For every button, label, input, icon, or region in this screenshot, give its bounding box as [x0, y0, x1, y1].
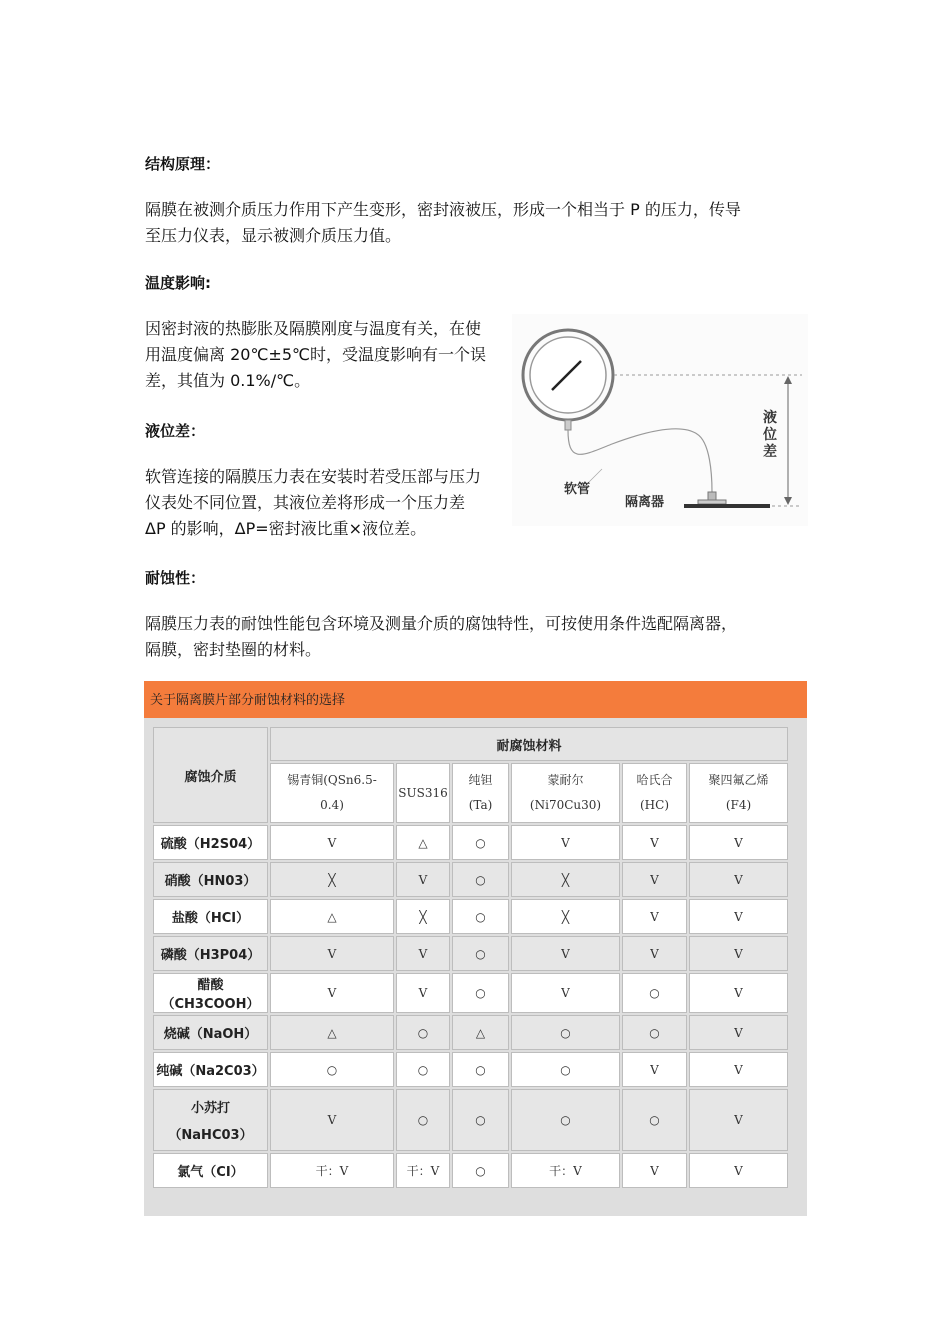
rating-cell: ○ — [396, 1089, 450, 1151]
rating-cell: ╳ — [511, 862, 620, 897]
medium-name: 醋酸（CH3COOH） — [161, 978, 260, 1012]
medium-cell — [153, 1015, 268, 1050]
paragraph-level-difference — [145, 464, 481, 542]
table-row — [153, 936, 788, 971]
rating-cell: V — [689, 1153, 788, 1188]
material-code: (Ni70Cu30) — [529, 798, 602, 812]
rating-cell: ○ — [511, 1052, 620, 1087]
medium-cell — [153, 862, 268, 897]
rating-cell: 干：V — [511, 1153, 620, 1188]
medium-cell — [153, 936, 268, 971]
table-row — [153, 1015, 788, 1050]
label-isolator: 隔离器 — [625, 495, 665, 510]
rating-cell: ○ — [396, 1015, 450, 1050]
table-row — [153, 862, 788, 897]
rating-cell: ╳ — [270, 862, 394, 897]
medium-cell — [153, 899, 268, 934]
rating-cell: V — [689, 936, 788, 971]
table-row — [153, 1052, 788, 1087]
rating-cell: ╳ — [511, 899, 620, 934]
heading-level-difference: 液位差： — [145, 422, 206, 440]
rating-cell: V — [689, 1089, 788, 1151]
paragraph-temperature — [145, 316, 486, 394]
paragraph-line: 差，其值为 0.1%/℃。 — [145, 371, 311, 390]
heading-structure: 结构原理： — [145, 155, 221, 173]
material-name: 锡青铜(QSn6.5- — [287, 773, 377, 787]
rating-cell: ╳ — [396, 899, 450, 934]
medium-cell — [153, 1089, 268, 1151]
level-arrow-up — [784, 376, 792, 384]
corrosion-material-table — [144, 681, 807, 1216]
rating-cell: ○ — [452, 1052, 509, 1087]
rating-cell: ○ — [396, 1052, 450, 1087]
diaphragm-gauge-figure — [512, 314, 808, 526]
rating-cell: △ — [396, 825, 450, 860]
rating-cell: V — [622, 862, 687, 897]
rating-cell: V — [511, 825, 620, 860]
rating-cell: V — [396, 973, 450, 1013]
rating-cell: V — [396, 936, 450, 971]
rating-cell: V — [622, 899, 687, 934]
paragraph-line: 因密封液的热膨胀及隔膜刚度与温度有关，在使 — [145, 319, 482, 338]
rating-cell: ○ — [452, 973, 509, 1013]
material-code: (HC) — [639, 798, 669, 812]
medium-cell — [153, 825, 268, 860]
rating-cell: ○ — [511, 1015, 620, 1050]
medium-name: 小苏打 — [190, 1101, 230, 1116]
rating-cell: △ — [270, 899, 394, 934]
rating-cell: ○ — [452, 899, 509, 934]
rating-cell: V — [622, 1052, 687, 1087]
material-header-cell — [689, 763, 788, 823]
paragraph-line: ΔP 的影响，ΔP=密封液比重×液位差。 — [145, 519, 427, 538]
rating-cell: ○ — [622, 1015, 687, 1050]
rating-cell: ○ — [452, 1089, 509, 1151]
paragraph-structure — [145, 197, 741, 249]
medium-name: 纯碱（Na2C03） — [156, 1064, 265, 1079]
paragraph-line: 隔膜，密封垫圈的材料。 — [145, 640, 322, 659]
medium-name: 烧碱（NaOH） — [163, 1027, 258, 1042]
table-row — [153, 825, 788, 860]
medium-cell — [153, 973, 268, 1013]
medium-cell — [153, 1153, 268, 1188]
paragraph-line: 至压力仪表，显示被测介质压力值。 — [145, 226, 402, 245]
rating-cell: V — [270, 1089, 394, 1151]
rating-cell: V — [511, 973, 620, 1013]
rating-cell: V — [689, 862, 788, 897]
material-code: 0.4) — [320, 798, 344, 812]
label-hose: 软管 — [564, 482, 591, 497]
table-row — [153, 1153, 788, 1188]
rating-cell: ○ — [452, 825, 509, 860]
material-name: 蒙耐尔 — [547, 773, 584, 787]
rating-cell: V — [511, 936, 620, 971]
material-name: 聚四氟乙烯 — [708, 773, 769, 787]
paragraph-corrosion — [145, 611, 737, 663]
heading-corrosion: 耐蚀性： — [145, 569, 206, 587]
rating-cell: ○ — [622, 973, 687, 1013]
table-title-bar: 关于隔离膜片部分耐蚀材料的选择 — [144, 681, 807, 718]
rating-cell: ○ — [452, 1153, 509, 1188]
heading-temperature: 温度影响: — [145, 274, 211, 292]
paragraph-line: 隔膜在被测介质压力作用下产生变形，密封液被压，形成一个相当于 P 的压力，传导 — [145, 200, 741, 219]
rating-cell: 干：V — [270, 1153, 394, 1188]
isolator-flange — [698, 500, 726, 504]
rating-cell: V — [270, 973, 394, 1013]
isolator-neck — [708, 492, 716, 500]
rating-cell: V — [270, 825, 394, 860]
material-code: (F4) — [725, 798, 752, 812]
rating-cell: V — [622, 1153, 687, 1188]
medium-name: 硝酸（HN03） — [164, 874, 257, 889]
medium-cell — [153, 1052, 268, 1087]
table-row — [153, 973, 788, 1013]
rating-cell: V — [689, 973, 788, 1013]
rating-cell: ○ — [452, 862, 509, 897]
rating-cell: V — [270, 936, 394, 971]
medium-header: 腐蚀介质 — [153, 727, 268, 823]
rating-cell: 干：V — [396, 1153, 450, 1188]
rating-cell: ○ — [452, 936, 509, 971]
material-code: (Ta) — [468, 798, 493, 812]
label-level-difference: 液位差 — [763, 410, 777, 460]
medium-name: 硫酸（H2S04） — [160, 837, 261, 852]
rating-cell: V — [689, 825, 788, 860]
gauge-stem — [565, 420, 571, 430]
rating-cell: V — [622, 936, 687, 971]
materials-header: 耐腐蚀材料 — [270, 727, 788, 761]
rating-cell: ○ — [622, 1089, 687, 1151]
medium-name: 氯气（CI） — [177, 1165, 244, 1180]
isolator-base — [684, 504, 770, 508]
material-name: SUS316 — [398, 785, 448, 800]
paragraph-line: 仪表处不同位置，其液位差将形成一个压力差 — [145, 493, 466, 512]
rating-cell: V — [689, 1052, 788, 1087]
rating-cell: V — [396, 862, 450, 897]
rating-cell: V — [622, 825, 687, 860]
material-header-cell — [452, 763, 509, 823]
rating-cell: V — [689, 899, 788, 934]
medium-formula: （NaHC03） — [168, 1128, 253, 1143]
medium-name: 磷酸（H3P04） — [160, 948, 261, 963]
medium-name: 盐酸（HCI） — [171, 911, 250, 926]
rating-cell: V — [689, 1015, 788, 1050]
rating-cell: △ — [452, 1015, 509, 1050]
level-arrow-down — [784, 497, 792, 505]
material-header-cell — [270, 763, 394, 823]
material-header-cell — [622, 763, 687, 823]
rating-cell: ○ — [270, 1052, 394, 1087]
rating-cell: ○ — [511, 1089, 620, 1151]
table-row — [153, 1089, 788, 1151]
material-grid — [151, 725, 790, 1190]
material-name: 纯钽 — [468, 773, 493, 787]
material-name: 哈氏合 — [636, 773, 673, 787]
table-row — [153, 899, 788, 934]
material-header-cell — [396, 763, 450, 823]
material-header-cell — [511, 763, 620, 823]
paragraph-line: 用温度偏离 20℃±5℃时，受温度影响有一个误 — [145, 345, 486, 364]
paragraph-line: 隔膜压力表的耐蚀性能包含环境及测量介质的腐蚀特性，可按使用条件选配隔离器， — [145, 614, 738, 633]
rating-cell: △ — [270, 1015, 394, 1050]
paragraph-line: 软管连接的隔膜压力表在安装时若受压部与压力 — [145, 467, 482, 486]
